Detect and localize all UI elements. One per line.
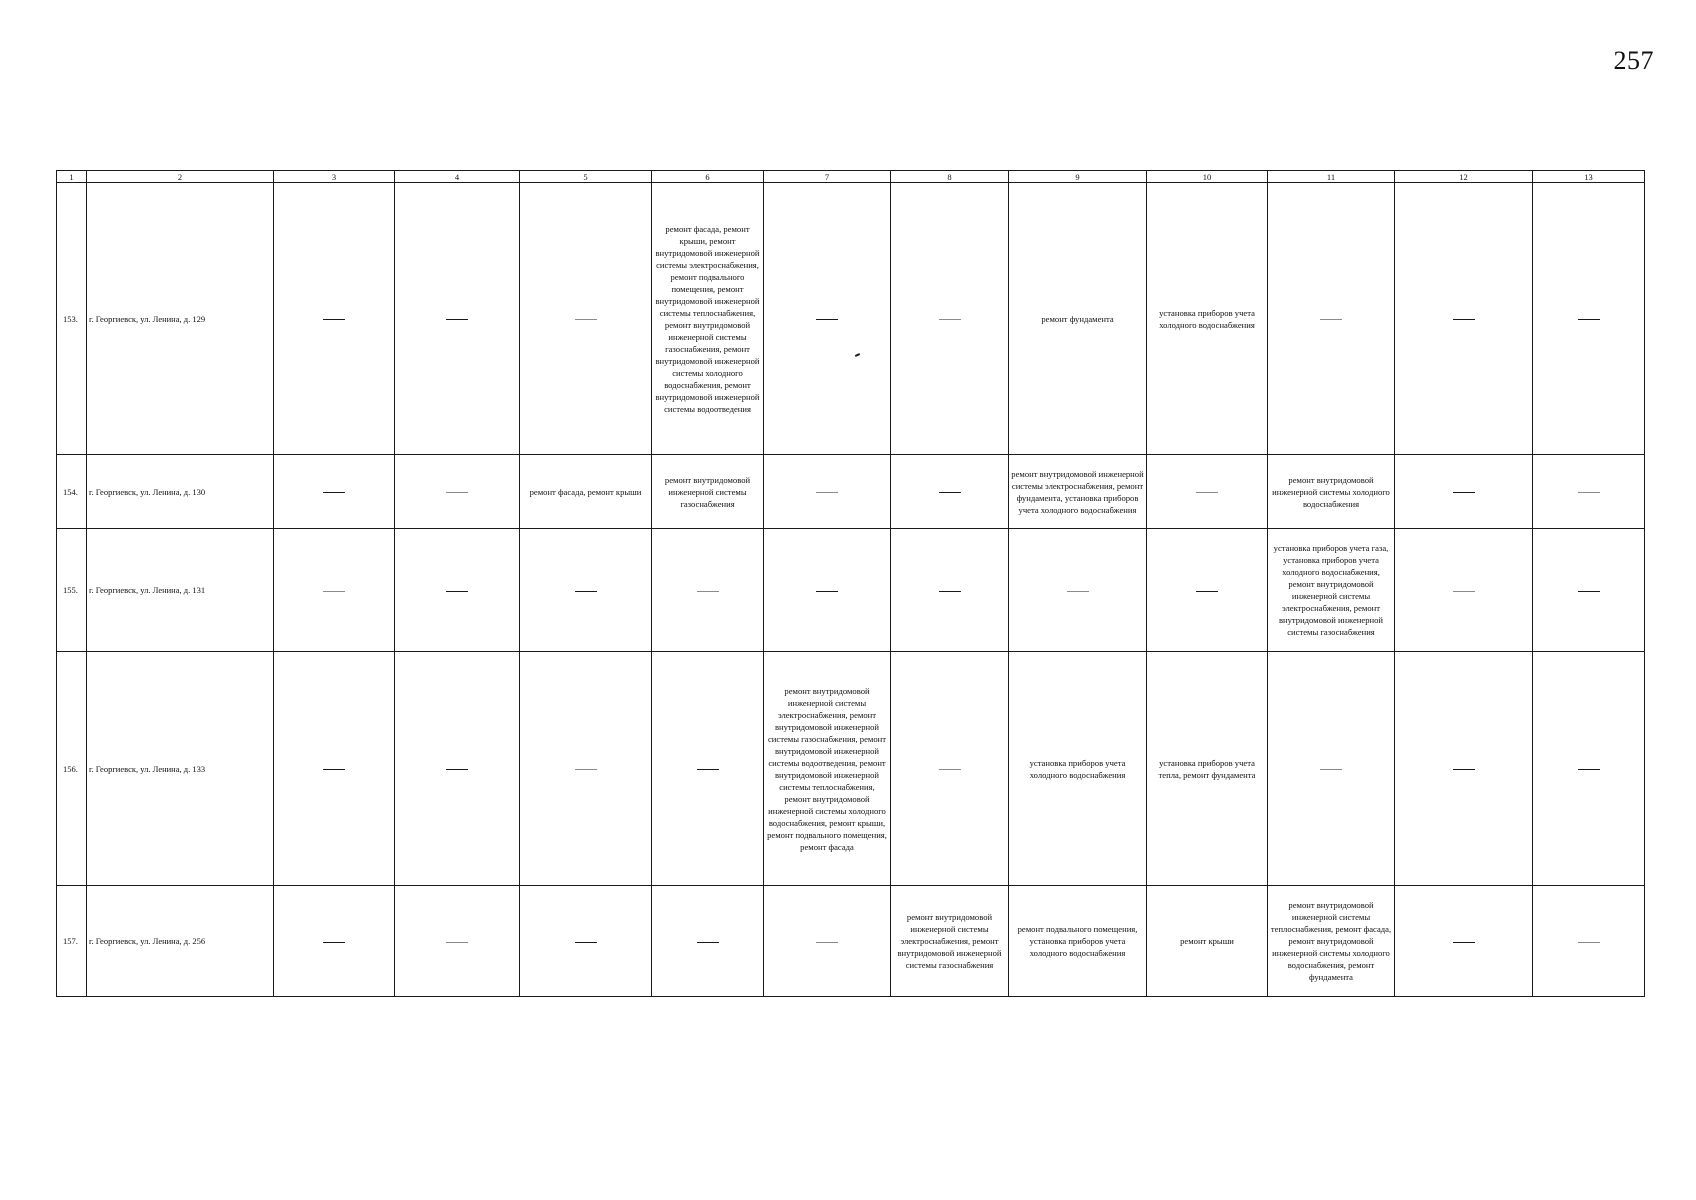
empty-dash-cell (764, 183, 891, 455)
empty-dash-cell (520, 183, 652, 455)
dash-mark (323, 319, 345, 320)
column-header: 8 (891, 171, 1009, 183)
empty-dash-cell (274, 455, 395, 529)
dash-mark (1196, 591, 1218, 592)
dash-mark (1578, 769, 1600, 770)
column-header: 3 (274, 171, 395, 183)
empty-dash-cell (1395, 529, 1533, 652)
work-type-cell: ремонт внутридомовой инженерной системы холодного водоснабжения (1268, 455, 1395, 529)
empty-dash-cell (764, 455, 891, 529)
dash-mark (1453, 492, 1475, 493)
table-row (57, 455, 1645, 529)
row-number: 157. (57, 886, 87, 997)
empty-dash-cell (395, 886, 520, 997)
dash-mark (816, 591, 838, 592)
column-header: 9 (1009, 171, 1147, 183)
address-cell: г. Георгиевск, ул. Ленина, д. 256 (87, 886, 274, 997)
empty-dash-cell (891, 183, 1009, 455)
empty-dash-cell (652, 652, 764, 886)
row-number: 156. (57, 652, 87, 886)
dash-mark (697, 591, 719, 592)
work-type-cell: ремонт внутридомовой инженерной системы электроснабжения, ремонт внутридомовой инженерной системы газоснабжения, ремонт внутридомовой инженерной системы водоотведения, ремонт внутридомовой инженерной системы теплоснабжения, ремонт внутридомовой инженерной системы холодного водоснабжения, ремонт крыши, ремонт подвального помещения, ремонт фасада (764, 652, 891, 886)
empty-dash-cell (1533, 529, 1645, 652)
row-number: 155. (57, 529, 87, 652)
empty-dash-cell (891, 529, 1009, 652)
column-header: 11 (1268, 171, 1395, 183)
address-cell: г. Георгиевск, ул. Ленина, д. 130 (87, 455, 274, 529)
column-header: 5 (520, 171, 652, 183)
dash-mark (939, 492, 961, 493)
work-type-cell: ремонт внутридомовой инженерной системы теплоснабжения, ремонт фасада, ремонт внутридомовой инженерной системы холодного водоснабжения, ремонт фундамента (1268, 886, 1395, 997)
dash-mark (1067, 591, 1089, 592)
empty-dash-cell (1395, 886, 1533, 997)
work-type-cell: ремонт фундамента (1009, 183, 1147, 455)
empty-dash-cell (891, 652, 1009, 886)
column-header: 12 (1395, 171, 1533, 183)
work-type-cell: установка приборов учета холодного водоснабжения (1009, 652, 1147, 886)
empty-dash-cell (1147, 455, 1268, 529)
empty-dash-cell (395, 183, 520, 455)
dash-mark (575, 769, 597, 770)
work-type-cell: ремонт внутридомовой инженерной системы электроснабжения, ремонт фундамента, установка приборов учета холодного водоснабжения (1009, 455, 1147, 529)
empty-dash-cell (652, 886, 764, 997)
column-header: 10 (1147, 171, 1268, 183)
table-row (57, 652, 1645, 886)
dash-mark (1578, 591, 1600, 592)
dash-mark (816, 942, 838, 943)
empty-dash-cell (1009, 529, 1147, 652)
work-type-cell: ремонт фасада, ремонт крыши (520, 455, 652, 529)
dash-mark (323, 769, 345, 770)
column-header: 6 (652, 171, 764, 183)
column-header: 13 (1533, 171, 1645, 183)
empty-dash-cell (1533, 652, 1645, 886)
empty-dash-cell (395, 455, 520, 529)
dash-mark (939, 319, 961, 320)
column-header: 4 (395, 171, 520, 183)
work-type-cell: ремонт фасада, ремонт крыши, ремонт внутридомовой инженерной системы электроснабжения, ремонт подвального помещения, ремонт внутридомовой инженерной системы теплоснабжения, ремонт внутридомовой инженерной системы газоснабжения, ремонт внутридомовой инженерной системы холодного водоснабжения, ремонт внутридомовой инженерной системы водоотведения (652, 183, 764, 455)
empty-dash-cell (1395, 183, 1533, 455)
empty-dash-cell (274, 886, 395, 997)
dash-mark (1453, 319, 1475, 320)
dash-mark (697, 942, 719, 943)
dash-mark (939, 769, 961, 770)
table-row (57, 886, 1645, 997)
empty-dash-cell (274, 529, 395, 652)
empty-dash-cell (1268, 652, 1395, 886)
column-header: 7 (764, 171, 891, 183)
dash-mark (446, 492, 468, 493)
dash-mark (1578, 492, 1600, 493)
work-type-cell: ремонт внутридомовой инженерной системы газоснабжения (652, 455, 764, 529)
dash-mark (697, 769, 719, 770)
dash-mark (446, 769, 468, 770)
repair-schedule-table (56, 170, 1645, 997)
dash-mark (1320, 769, 1342, 770)
work-type-cell: установка приборов учета газа, установка приборов учета холодного водоснабжения, ремонт внутридомовой инженерной системы электроснабжения, ремонт внутридомовой инженерной системы газоснабжения (1268, 529, 1395, 652)
work-type-cell: установка приборов учета тепла, ремонт фундамента (1147, 652, 1268, 886)
empty-dash-cell (652, 529, 764, 652)
empty-dash-cell (764, 886, 891, 997)
dash-mark (816, 492, 838, 493)
dash-mark (1453, 769, 1475, 770)
dash-mark (446, 319, 468, 320)
dash-mark (939, 591, 961, 592)
column-header: 2 (87, 171, 274, 183)
dash-mark (1453, 591, 1475, 592)
dash-mark (575, 942, 597, 943)
work-type-cell: ремонт крыши (1147, 886, 1268, 997)
dash-mark (446, 942, 468, 943)
dash-mark (816, 319, 838, 320)
empty-dash-cell (1533, 455, 1645, 529)
address-cell: г. Георгиевск, ул. Ленина, д. 129 (87, 183, 274, 455)
empty-dash-cell (274, 652, 395, 886)
work-type-cell: установка приборов учета холодного водоснабжения (1147, 183, 1268, 455)
empty-dash-cell (1147, 529, 1268, 652)
address-cell: г. Георгиевск, ул. Ленина, д. 133 (87, 652, 274, 886)
dash-mark (446, 591, 468, 592)
dash-mark (1453, 942, 1475, 943)
row-number: 154. (57, 455, 87, 529)
table-row (57, 183, 1645, 455)
column-header: 1 (57, 171, 87, 183)
empty-dash-cell (274, 183, 395, 455)
page-number: 257 (1613, 46, 1654, 75)
work-type-cell: ремонт внутридомовой инженерной системы электроснабжения, ремонт внутридомовой инженерной системы газоснабжения (891, 886, 1009, 997)
table-row (57, 529, 1645, 652)
empty-dash-cell (891, 455, 1009, 529)
empty-dash-cell (1395, 455, 1533, 529)
row-number: 153. (57, 183, 87, 455)
empty-dash-cell (1533, 183, 1645, 455)
empty-dash-cell (395, 529, 520, 652)
dash-mark (575, 591, 597, 592)
empty-dash-cell (764, 529, 891, 652)
empty-dash-cell (520, 529, 652, 652)
empty-dash-cell (1268, 183, 1395, 455)
empty-dash-cell (520, 652, 652, 886)
dash-mark (323, 942, 345, 943)
dash-mark (1196, 492, 1218, 493)
work-type-cell: ремонт подвального помещения, установка приборов учета холодного водоснабжения (1009, 886, 1147, 997)
dash-mark (575, 319, 597, 320)
dash-mark (1578, 319, 1600, 320)
empty-dash-cell (395, 652, 520, 886)
empty-dash-cell (520, 886, 652, 997)
header-row (57, 171, 1645, 183)
dash-mark (323, 591, 345, 592)
address-cell: г. Георгиевск, ул. Ленина, д. 131 (87, 529, 274, 652)
dash-mark (1578, 942, 1600, 943)
empty-dash-cell (1395, 652, 1533, 886)
dash-mark (323, 492, 345, 493)
dash-mark (1320, 319, 1342, 320)
empty-dash-cell (1533, 886, 1645, 997)
